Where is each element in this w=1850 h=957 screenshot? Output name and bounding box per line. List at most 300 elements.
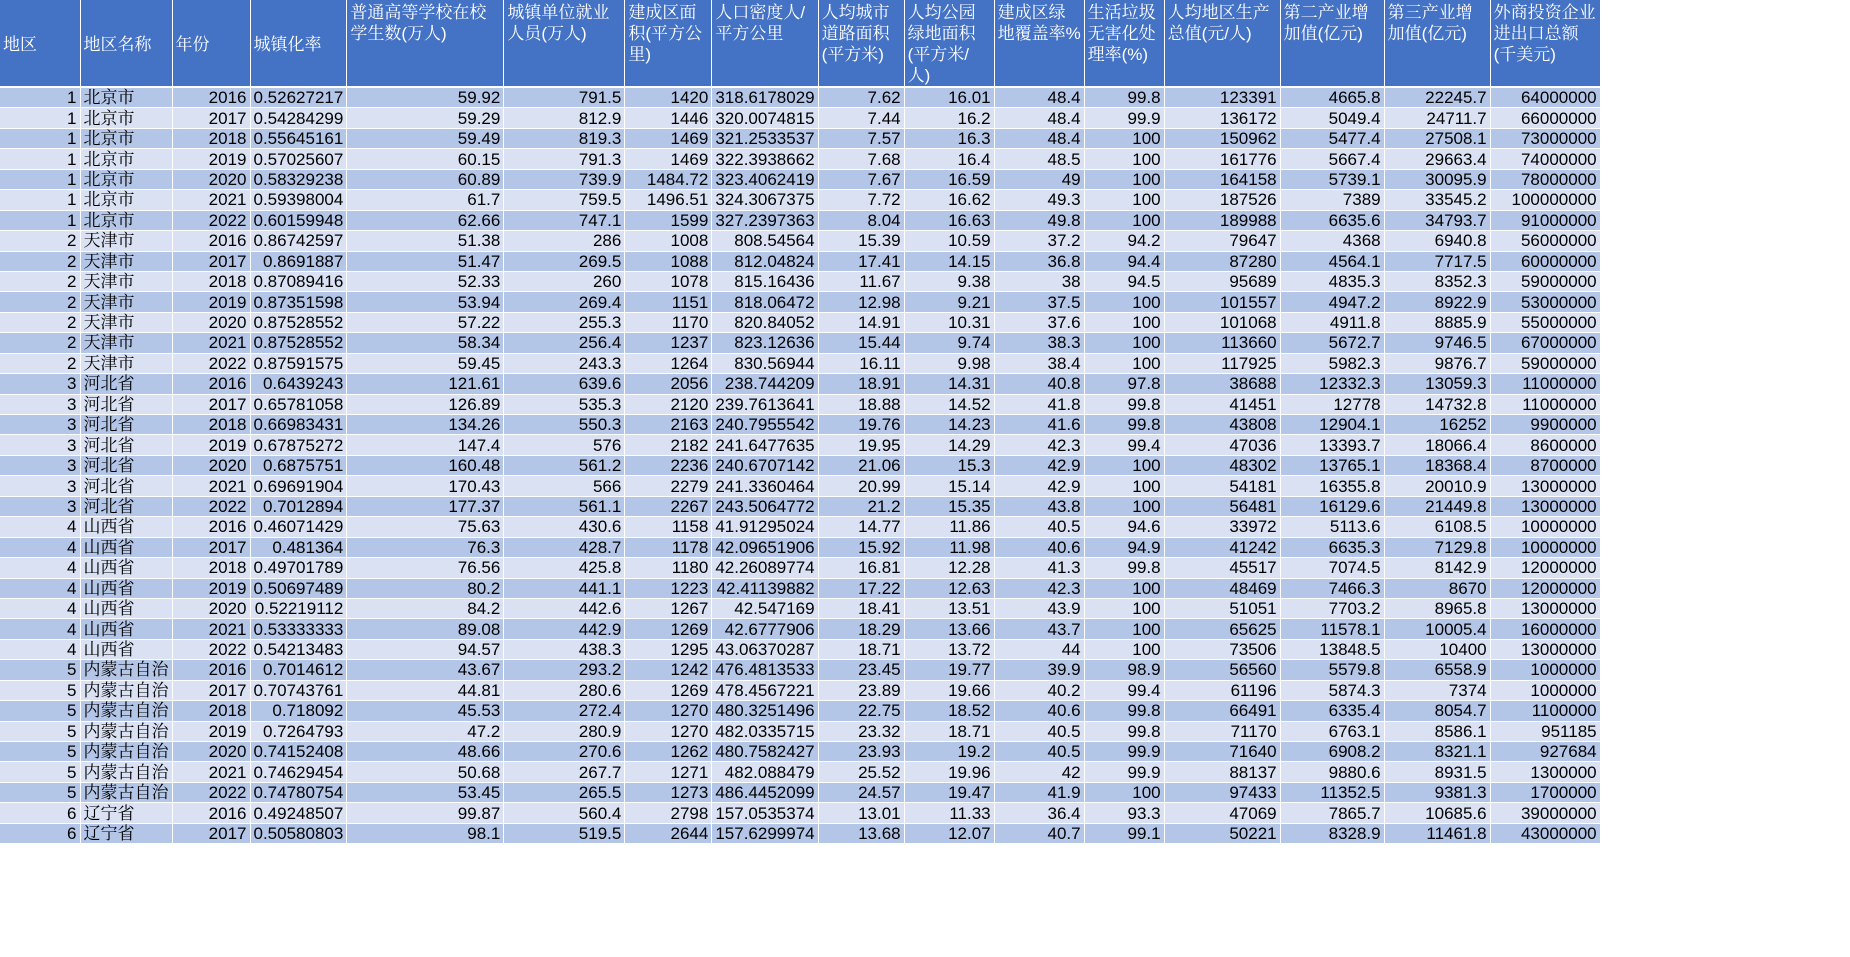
park-area-cell[interactable]: 10.31: [904, 312, 994, 332]
gdp-per-capita-cell[interactable]: 43808: [1164, 415, 1280, 435]
population-density-cell[interactable]: 815.16436: [712, 271, 818, 291]
tertiary-industry-cell[interactable]: 10005.4: [1384, 619, 1490, 639]
gdp-per-capita-cell[interactable]: 45517: [1164, 558, 1280, 578]
urbanization-rate-cell[interactable]: 0.65781058: [250, 394, 347, 414]
year-cell[interactable]: 2016: [172, 803, 250, 823]
urbanization-rate-cell[interactable]: 0.6439243: [250, 374, 347, 394]
built-area-cell[interactable]: 2267: [625, 496, 712, 516]
year-cell[interactable]: 2021: [172, 476, 250, 496]
students-cell[interactable]: 147.4: [347, 435, 504, 455]
employees-cell[interactable]: 759.5: [504, 190, 625, 210]
urbanization-rate-cell[interactable]: 0.74629454: [250, 762, 347, 782]
foreign-trade-cell[interactable]: 66000000: [1490, 108, 1600, 128]
region-id-cell[interactable]: 5: [0, 721, 80, 741]
urbanization-rate-cell[interactable]: 0.70743761: [250, 680, 347, 700]
built-area-cell[interactable]: 1008: [625, 231, 712, 251]
park-area-cell[interactable]: 13.72: [904, 639, 994, 659]
green-coverage-cell[interactable]: 48.4: [994, 128, 1084, 148]
park-area-cell[interactable]: 12.28: [904, 558, 994, 578]
students-cell[interactable]: 50.68: [347, 762, 504, 782]
tertiary-industry-cell[interactable]: 8922.9: [1384, 292, 1490, 312]
students-cell[interactable]: 80.2: [347, 578, 504, 598]
urbanization-rate-cell[interactable]: 0.58329238: [250, 169, 347, 189]
gdp-per-capita-cell[interactable]: 48469: [1164, 578, 1280, 598]
gdp-per-capita-cell[interactable]: 61196: [1164, 680, 1280, 700]
region-name-cell[interactable]: 天津市: [80, 312, 172, 332]
built-area-cell[interactable]: 1151: [625, 292, 712, 312]
population-density-cell[interactable]: 318.6178029: [712, 87, 818, 108]
secondary-industry-cell[interactable]: 6908.2: [1280, 742, 1384, 762]
secondary-industry-cell[interactable]: 5477.4: [1280, 128, 1384, 148]
region-id-cell[interactable]: 5: [0, 701, 80, 721]
park-area-cell[interactable]: 18.52: [904, 701, 994, 721]
park-area-cell[interactable]: 16.4: [904, 149, 994, 169]
urbanization-rate-cell[interactable]: 0.87528552: [250, 333, 347, 353]
garbage-rate-cell[interactable]: 100: [1084, 578, 1164, 598]
green-coverage-cell[interactable]: 40.6: [994, 701, 1084, 721]
secondary-industry-cell[interactable]: 16129.6: [1280, 496, 1384, 516]
road-area-cell[interactable]: 23.93: [818, 742, 904, 762]
urbanization-rate-cell[interactable]: 0.52627217: [250, 87, 347, 108]
urbanization-rate-cell[interactable]: 0.86742597: [250, 231, 347, 251]
built-area-cell[interactable]: 1180: [625, 558, 712, 578]
park-area-cell[interactable]: 16.01: [904, 87, 994, 108]
park-area-cell[interactable]: 19.96: [904, 762, 994, 782]
garbage-rate-cell[interactable]: 100: [1084, 455, 1164, 475]
gdp-per-capita-cell[interactable]: 123391: [1164, 87, 1280, 108]
year-cell[interactable]: 2017: [172, 251, 250, 271]
population-density-cell[interactable]: 476.4813533: [712, 660, 818, 680]
column-header[interactable]: 生活垃圾无害化处理率(%): [1084, 0, 1164, 87]
population-density-cell[interactable]: 818.06472: [712, 292, 818, 312]
garbage-rate-cell[interactable]: 100: [1084, 292, 1164, 312]
garbage-rate-cell[interactable]: 100: [1084, 190, 1164, 210]
urbanization-rate-cell[interactable]: 0.7014612: [250, 660, 347, 680]
region-id-cell[interactable]: 4: [0, 517, 80, 537]
population-density-cell[interactable]: 480.7582427: [712, 742, 818, 762]
column-header[interactable]: 人口密度人/平方公里: [712, 0, 818, 87]
tertiary-industry-cell[interactable]: 16252: [1384, 415, 1490, 435]
urbanization-rate-cell[interactable]: 0.54213483: [250, 639, 347, 659]
tertiary-industry-cell[interactable]: 6108.5: [1384, 517, 1490, 537]
built-area-cell[interactable]: 1178: [625, 537, 712, 557]
year-cell[interactable]: 2017: [172, 537, 250, 557]
students-cell[interactable]: 89.08: [347, 619, 504, 639]
region-name-cell[interactable]: 山西省: [80, 517, 172, 537]
tertiary-industry-cell[interactable]: 7374: [1384, 680, 1490, 700]
population-density-cell[interactable]: 42.41139882: [712, 578, 818, 598]
students-cell[interactable]: 59.29: [347, 108, 504, 128]
year-cell[interactable]: 2016: [172, 231, 250, 251]
students-cell[interactable]: 59.92: [347, 87, 504, 108]
road-area-cell[interactable]: 18.91: [818, 374, 904, 394]
employees-cell[interactable]: 639.6: [504, 374, 625, 394]
population-density-cell[interactable]: 823.12636: [712, 333, 818, 353]
region-name-cell[interactable]: 辽宁省: [80, 803, 172, 823]
road-area-cell[interactable]: 8.04: [818, 210, 904, 230]
region-id-cell[interactable]: 3: [0, 496, 80, 516]
secondary-industry-cell[interactable]: 12332.3: [1280, 374, 1384, 394]
population-density-cell[interactable]: 324.3067375: [712, 190, 818, 210]
secondary-industry-cell[interactable]: 4835.3: [1280, 271, 1384, 291]
region-id-cell[interactable]: 5: [0, 742, 80, 762]
green-coverage-cell[interactable]: 42.3: [994, 435, 1084, 455]
secondary-industry-cell[interactable]: 6635.6: [1280, 210, 1384, 230]
secondary-industry-cell[interactable]: 4911.8: [1280, 312, 1384, 332]
urbanization-rate-cell[interactable]: 0.57025607: [250, 149, 347, 169]
year-cell[interactable]: 2019: [172, 578, 250, 598]
year-cell[interactable]: 2019: [172, 292, 250, 312]
students-cell[interactable]: 170.43: [347, 476, 504, 496]
foreign-trade-cell[interactable]: 12000000: [1490, 558, 1600, 578]
secondary-industry-cell[interactable]: 11578.1: [1280, 619, 1384, 639]
foreign-trade-cell[interactable]: 59000000: [1490, 353, 1600, 373]
park-area-cell[interactable]: 18.71: [904, 721, 994, 741]
region-id-cell[interactable]: 2: [0, 231, 80, 251]
garbage-rate-cell[interactable]: 99.8: [1084, 415, 1164, 435]
population-density-cell[interactable]: 239.7613641: [712, 394, 818, 414]
students-cell[interactable]: 48.66: [347, 742, 504, 762]
urbanization-rate-cell[interactable]: 0.53333333: [250, 619, 347, 639]
population-density-cell[interactable]: 42.547169: [712, 598, 818, 618]
built-area-cell[interactable]: 1270: [625, 701, 712, 721]
built-area-cell[interactable]: 2056: [625, 374, 712, 394]
population-density-cell[interactable]: 157.6299974: [712, 823, 818, 843]
region-id-cell[interactable]: 2: [0, 251, 80, 271]
foreign-trade-cell[interactable]: 67000000: [1490, 333, 1600, 353]
green-coverage-cell[interactable]: 38: [994, 271, 1084, 291]
secondary-industry-cell[interactable]: 12904.1: [1280, 415, 1384, 435]
region-name-cell[interactable]: 天津市: [80, 353, 172, 373]
garbage-rate-cell[interactable]: 100: [1084, 128, 1164, 148]
year-cell[interactable]: 2022: [172, 639, 250, 659]
green-coverage-cell[interactable]: 48.5: [994, 149, 1084, 169]
tertiary-industry-cell[interactable]: 34793.7: [1384, 210, 1490, 230]
built-area-cell[interactable]: 1269: [625, 680, 712, 700]
urbanization-rate-cell[interactable]: 0.8691887: [250, 251, 347, 271]
urbanization-rate-cell[interactable]: 0.49248507: [250, 803, 347, 823]
region-name-cell[interactable]: 天津市: [80, 271, 172, 291]
road-area-cell[interactable]: 17.41: [818, 251, 904, 271]
secondary-industry-cell[interactable]: 5982.3: [1280, 353, 1384, 373]
built-area-cell[interactable]: 2182: [625, 435, 712, 455]
tertiary-industry-cell[interactable]: 18066.4: [1384, 435, 1490, 455]
region-id-cell[interactable]: 2: [0, 353, 80, 373]
population-density-cell[interactable]: 478.4567221: [712, 680, 818, 700]
park-area-cell[interactable]: 15.3: [904, 455, 994, 475]
employees-cell[interactable]: 791.5: [504, 87, 625, 108]
road-area-cell[interactable]: 14.91: [818, 312, 904, 332]
tertiary-industry-cell[interactable]: 6558.9: [1384, 660, 1490, 680]
garbage-rate-cell[interactable]: 99.1: [1084, 823, 1164, 843]
green-coverage-cell[interactable]: 41.3: [994, 558, 1084, 578]
gdp-per-capita-cell[interactable]: 113660: [1164, 333, 1280, 353]
region-name-cell[interactable]: 北京市: [80, 108, 172, 128]
employees-cell[interactable]: 256.4: [504, 333, 625, 353]
green-coverage-cell[interactable]: 44: [994, 639, 1084, 659]
foreign-trade-cell[interactable]: 11000000: [1490, 374, 1600, 394]
students-cell[interactable]: 47.2: [347, 721, 504, 741]
garbage-rate-cell[interactable]: 100: [1084, 149, 1164, 169]
year-cell[interactable]: 2019: [172, 435, 250, 455]
urbanization-rate-cell[interactable]: 0.87351598: [250, 292, 347, 312]
foreign-trade-cell[interactable]: 78000000: [1490, 169, 1600, 189]
tertiary-industry-cell[interactable]: 21449.8: [1384, 496, 1490, 516]
garbage-rate-cell[interactable]: 99.9: [1084, 108, 1164, 128]
year-cell[interactable]: 2021: [172, 333, 250, 353]
gdp-per-capita-cell[interactable]: 51051: [1164, 598, 1280, 618]
employees-cell[interactable]: 260: [504, 271, 625, 291]
gdp-per-capita-cell[interactable]: 187526: [1164, 190, 1280, 210]
foreign-trade-cell[interactable]: 16000000: [1490, 619, 1600, 639]
road-area-cell[interactable]: 13.01: [818, 803, 904, 823]
garbage-rate-cell[interactable]: 99.8: [1084, 394, 1164, 414]
park-area-cell[interactable]: 14.15: [904, 251, 994, 271]
employees-cell[interactable]: 269.5: [504, 251, 625, 271]
green-coverage-cell[interactable]: 42.9: [994, 476, 1084, 496]
gdp-per-capita-cell[interactable]: 47069: [1164, 803, 1280, 823]
gdp-per-capita-cell[interactable]: 161776: [1164, 149, 1280, 169]
tertiary-industry-cell[interactable]: 18368.4: [1384, 455, 1490, 475]
region-name-cell[interactable]: 山西省: [80, 619, 172, 639]
year-cell[interactable]: 2016: [172, 374, 250, 394]
urbanization-rate-cell[interactable]: 0.66983431: [250, 415, 347, 435]
garbage-rate-cell[interactable]: 100: [1084, 782, 1164, 802]
employees-cell[interactable]: 267.7: [504, 762, 625, 782]
employees-cell[interactable]: 265.5: [504, 782, 625, 802]
urbanization-rate-cell[interactable]: 0.52219112: [250, 598, 347, 618]
region-name-cell[interactable]: 山西省: [80, 537, 172, 557]
park-area-cell[interactable]: 16.62: [904, 190, 994, 210]
secondary-industry-cell[interactable]: 5667.4: [1280, 149, 1384, 169]
green-coverage-cell[interactable]: 41.8: [994, 394, 1084, 414]
year-cell[interactable]: 2020: [172, 169, 250, 189]
population-density-cell[interactable]: 241.3360464: [712, 476, 818, 496]
built-area-cell[interactable]: 1267: [625, 598, 712, 618]
employees-cell[interactable]: 293.2: [504, 660, 625, 680]
built-area-cell[interactable]: 1088: [625, 251, 712, 271]
gdp-per-capita-cell[interactable]: 47036: [1164, 435, 1280, 455]
tertiary-industry-cell[interactable]: 10685.6: [1384, 803, 1490, 823]
built-area-cell[interactable]: 1078: [625, 271, 712, 291]
employees-cell[interactable]: 280.9: [504, 721, 625, 741]
urbanization-rate-cell[interactable]: 0.74152408: [250, 742, 347, 762]
region-id-cell[interactable]: 2: [0, 292, 80, 312]
foreign-trade-cell[interactable]: 1000000: [1490, 680, 1600, 700]
population-density-cell[interactable]: 41.91295024: [712, 517, 818, 537]
garbage-rate-cell[interactable]: 94.5: [1084, 271, 1164, 291]
population-density-cell[interactable]: 482.0335715: [712, 721, 818, 741]
region-name-cell[interactable]: 山西省: [80, 598, 172, 618]
year-cell[interactable]: 2020: [172, 598, 250, 618]
urbanization-rate-cell[interactable]: 0.7264793: [250, 721, 347, 741]
secondary-industry-cell[interactable]: 7466.3: [1280, 578, 1384, 598]
gdp-per-capita-cell[interactable]: 88137: [1164, 762, 1280, 782]
road-area-cell[interactable]: 16.11: [818, 353, 904, 373]
year-cell[interactable]: 2022: [172, 496, 250, 516]
region-name-cell[interactable]: 内蒙古自治: [80, 762, 172, 782]
employees-cell[interactable]: 438.3: [504, 639, 625, 659]
region-name-cell[interactable]: 河北省: [80, 435, 172, 455]
region-name-cell[interactable]: 北京市: [80, 149, 172, 169]
region-id-cell[interactable]: 5: [0, 762, 80, 782]
road-area-cell[interactable]: 25.52: [818, 762, 904, 782]
students-cell[interactable]: 121.61: [347, 374, 504, 394]
region-id-cell[interactable]: 3: [0, 476, 80, 496]
road-area-cell[interactable]: 18.29: [818, 619, 904, 639]
gdp-per-capita-cell[interactable]: 48302: [1164, 455, 1280, 475]
green-coverage-cell[interactable]: 37.5: [994, 292, 1084, 312]
gdp-per-capita-cell[interactable]: 41451: [1164, 394, 1280, 414]
foreign-trade-cell[interactable]: 53000000: [1490, 292, 1600, 312]
students-cell[interactable]: 177.37: [347, 496, 504, 516]
garbage-rate-cell[interactable]: 100: [1084, 476, 1164, 496]
garbage-rate-cell[interactable]: 100: [1084, 353, 1164, 373]
tertiary-industry-cell[interactable]: 29663.4: [1384, 149, 1490, 169]
foreign-trade-cell[interactable]: 9900000: [1490, 415, 1600, 435]
garbage-rate-cell[interactable]: 99.4: [1084, 435, 1164, 455]
region-name-cell[interactable]: 天津市: [80, 231, 172, 251]
region-name-cell[interactable]: 山西省: [80, 558, 172, 578]
foreign-trade-cell[interactable]: 8700000: [1490, 455, 1600, 475]
urbanization-rate-cell[interactable]: 0.46071429: [250, 517, 347, 537]
urbanization-rate-cell[interactable]: 0.481364: [250, 537, 347, 557]
garbage-rate-cell[interactable]: 100: [1084, 312, 1164, 332]
park-area-cell[interactable]: 14.52: [904, 394, 994, 414]
green-coverage-cell[interactable]: 40.5: [994, 742, 1084, 762]
tertiary-industry-cell[interactable]: 22245.7: [1384, 87, 1490, 108]
year-cell[interactable]: 2022: [172, 782, 250, 802]
foreign-trade-cell[interactable]: 1700000: [1490, 782, 1600, 802]
population-density-cell[interactable]: 320.0074815: [712, 108, 818, 128]
park-area-cell[interactable]: 15.14: [904, 476, 994, 496]
employees-cell[interactable]: 269.4: [504, 292, 625, 312]
year-cell[interactable]: 2018: [172, 128, 250, 148]
green-coverage-cell[interactable]: 41.6: [994, 415, 1084, 435]
green-coverage-cell[interactable]: 37.6: [994, 312, 1084, 332]
foreign-trade-cell[interactable]: 73000000: [1490, 128, 1600, 148]
green-coverage-cell[interactable]: 42: [994, 762, 1084, 782]
road-area-cell[interactable]: 7.57: [818, 128, 904, 148]
students-cell[interactable]: 76.3: [347, 537, 504, 557]
secondary-industry-cell[interactable]: 5113.6: [1280, 517, 1384, 537]
students-cell[interactable]: 57.22: [347, 312, 504, 332]
region-id-cell[interactable]: 3: [0, 415, 80, 435]
region-name-cell[interactable]: 北京市: [80, 169, 172, 189]
park-area-cell[interactable]: 19.47: [904, 782, 994, 802]
year-cell[interactable]: 2016: [172, 517, 250, 537]
year-cell[interactable]: 2019: [172, 721, 250, 741]
employees-cell[interactable]: 425.8: [504, 558, 625, 578]
population-density-cell[interactable]: 321.2533537: [712, 128, 818, 148]
park-area-cell[interactable]: 16.59: [904, 169, 994, 189]
foreign-trade-cell[interactable]: 13000000: [1490, 639, 1600, 659]
region-id-cell[interactable]: 1: [0, 149, 80, 169]
park-area-cell[interactable]: 12.63: [904, 578, 994, 598]
road-area-cell[interactable]: 7.72: [818, 190, 904, 210]
year-cell[interactable]: 2021: [172, 190, 250, 210]
region-name-cell[interactable]: 山西省: [80, 578, 172, 598]
park-area-cell[interactable]: 9.21: [904, 292, 994, 312]
employees-cell[interactable]: 747.1: [504, 210, 625, 230]
built-area-cell[interactable]: 1264: [625, 353, 712, 373]
region-name-cell[interactable]: 北京市: [80, 87, 172, 108]
students-cell[interactable]: 160.48: [347, 455, 504, 475]
region-id-cell[interactable]: 4: [0, 578, 80, 598]
employees-cell[interactable]: 272.4: [504, 701, 625, 721]
region-id-cell[interactable]: 3: [0, 374, 80, 394]
park-area-cell[interactable]: 19.77: [904, 660, 994, 680]
built-area-cell[interactable]: 1420: [625, 87, 712, 108]
road-area-cell[interactable]: 7.62: [818, 87, 904, 108]
population-density-cell[interactable]: 43.06370287: [712, 639, 818, 659]
year-cell[interactable]: 2021: [172, 619, 250, 639]
park-area-cell[interactable]: 9.74: [904, 333, 994, 353]
park-area-cell[interactable]: 9.98: [904, 353, 994, 373]
park-area-cell[interactable]: 15.35: [904, 496, 994, 516]
garbage-rate-cell[interactable]: 93.3: [1084, 803, 1164, 823]
students-cell[interactable]: 61.7: [347, 190, 504, 210]
gdp-per-capita-cell[interactable]: 117925: [1164, 353, 1280, 373]
tertiary-industry-cell[interactable]: 8321.1: [1384, 742, 1490, 762]
road-area-cell[interactable]: 14.77: [818, 517, 904, 537]
employees-cell[interactable]: 561.2: [504, 455, 625, 475]
urbanization-rate-cell[interactable]: 0.67875272: [250, 435, 347, 455]
road-area-cell[interactable]: 17.22: [818, 578, 904, 598]
column-header[interactable]: 人均城市道路面积(平方米): [818, 0, 904, 87]
garbage-rate-cell[interactable]: 100: [1084, 619, 1164, 639]
students-cell[interactable]: 76.56: [347, 558, 504, 578]
urbanization-rate-cell[interactable]: 0.54284299: [250, 108, 347, 128]
secondary-industry-cell[interactable]: 4947.2: [1280, 292, 1384, 312]
road-area-cell[interactable]: 23.32: [818, 721, 904, 741]
region-name-cell[interactable]: 河北省: [80, 374, 172, 394]
garbage-rate-cell[interactable]: 100: [1084, 169, 1164, 189]
region-id-cell[interactable]: 6: [0, 803, 80, 823]
built-area-cell[interactable]: 2798: [625, 803, 712, 823]
green-coverage-cell[interactable]: 37.2: [994, 231, 1084, 251]
population-density-cell[interactable]: 322.3938662: [712, 149, 818, 169]
gdp-per-capita-cell[interactable]: 101557: [1164, 292, 1280, 312]
tertiary-industry-cell[interactable]: 8352.3: [1384, 271, 1490, 291]
secondary-industry-cell[interactable]: 5739.1: [1280, 169, 1384, 189]
road-area-cell[interactable]: 13.68: [818, 823, 904, 843]
built-area-cell[interactable]: 1446: [625, 108, 712, 128]
region-id-cell[interactable]: 5: [0, 680, 80, 700]
gdp-per-capita-cell[interactable]: 150962: [1164, 128, 1280, 148]
secondary-industry-cell[interactable]: 13393.7: [1280, 435, 1384, 455]
region-id-cell[interactable]: 3: [0, 394, 80, 414]
population-density-cell[interactable]: 157.0535374: [712, 803, 818, 823]
green-coverage-cell[interactable]: 43.7: [994, 619, 1084, 639]
gdp-per-capita-cell[interactable]: 71170: [1164, 721, 1280, 741]
region-id-cell[interactable]: 1: [0, 190, 80, 210]
region-name-cell[interactable]: 北京市: [80, 190, 172, 210]
students-cell[interactable]: 59.45: [347, 353, 504, 373]
built-area-cell[interactable]: 2236: [625, 455, 712, 475]
column-header[interactable]: 第二产业增加值(亿元): [1280, 0, 1384, 87]
secondary-industry-cell[interactable]: 13848.5: [1280, 639, 1384, 659]
region-id-cell[interactable]: 5: [0, 782, 80, 802]
gdp-per-capita-cell[interactable]: 101068: [1164, 312, 1280, 332]
employees-cell[interactable]: 535.3: [504, 394, 625, 414]
garbage-rate-cell[interactable]: 94.4: [1084, 251, 1164, 271]
gdp-per-capita-cell[interactable]: 164158: [1164, 169, 1280, 189]
gdp-per-capita-cell[interactable]: 71640: [1164, 742, 1280, 762]
employees-cell[interactable]: 560.4: [504, 803, 625, 823]
column-header[interactable]: 外商投资企业进出口总额(千美元): [1490, 0, 1600, 87]
employees-cell[interactable]: 791.3: [504, 149, 625, 169]
